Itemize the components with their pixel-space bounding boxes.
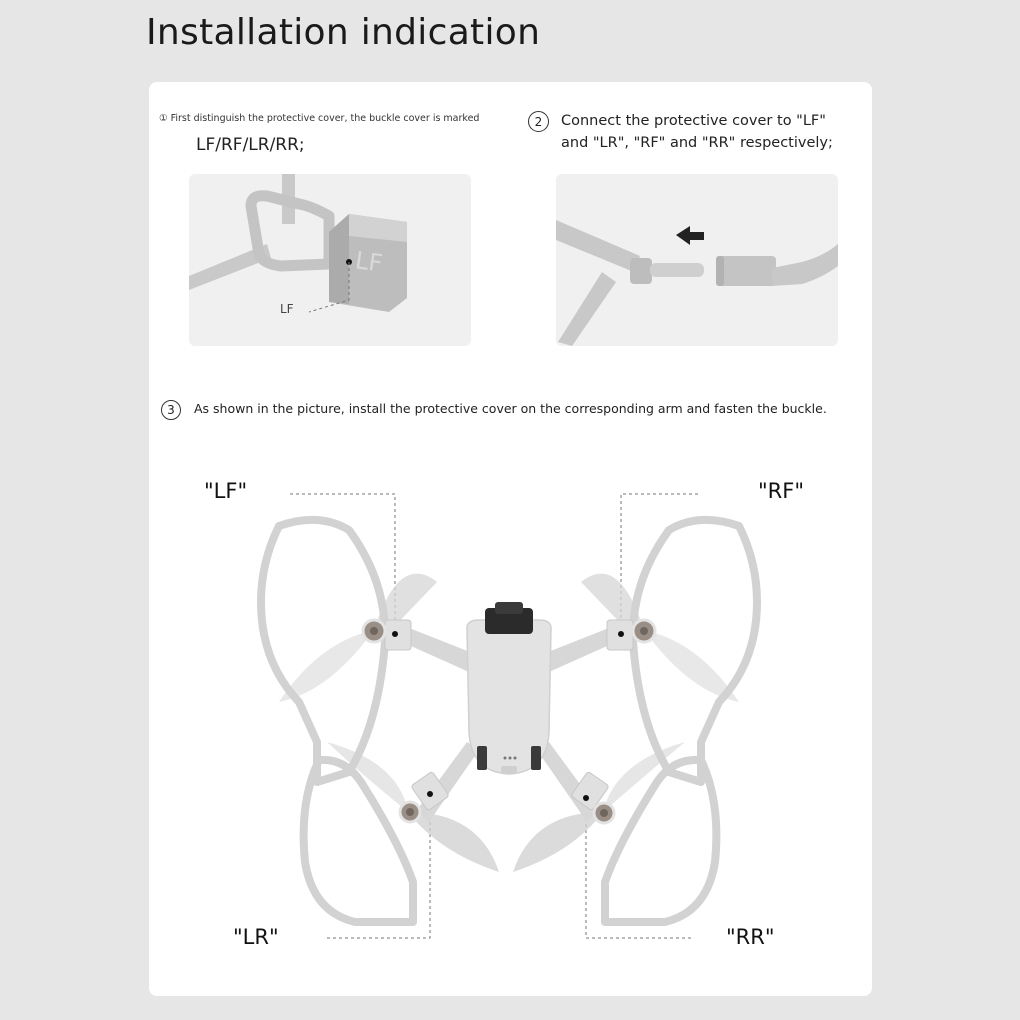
step2-line1: Connect the protective cover to "LF"	[561, 113, 826, 129]
step3-number: 3	[161, 400, 181, 420]
step2-line2: and "LR", "RF" and "RR" respectively;	[561, 135, 833, 151]
label-rr: "RR"	[726, 925, 775, 949]
drone-diagram	[149, 82, 872, 996]
instruction-card	[149, 82, 872, 996]
label-lf: "LF"	[204, 479, 248, 503]
step2-number: 2	[528, 111, 549, 132]
step1-codes: LF/RF/LR/RR;	[196, 135, 305, 155]
step3-text: As shown in the picture, install the protective cover on the corresponding arm and fasten the buckle.	[194, 401, 827, 416]
photo-lf-label: LF	[280, 302, 294, 316]
label-lr: "LR"	[233, 925, 279, 949]
step1-text: First distinguish the protective cover, the buckle cover is marked	[170, 113, 480, 124]
step1-number: ①	[159, 113, 168, 124]
drone-body	[467, 602, 551, 774]
svg-text:LF: LF	[353, 246, 385, 278]
label-rf: "RF"	[758, 479, 804, 503]
page-title: Installation indication	[146, 12, 541, 53]
